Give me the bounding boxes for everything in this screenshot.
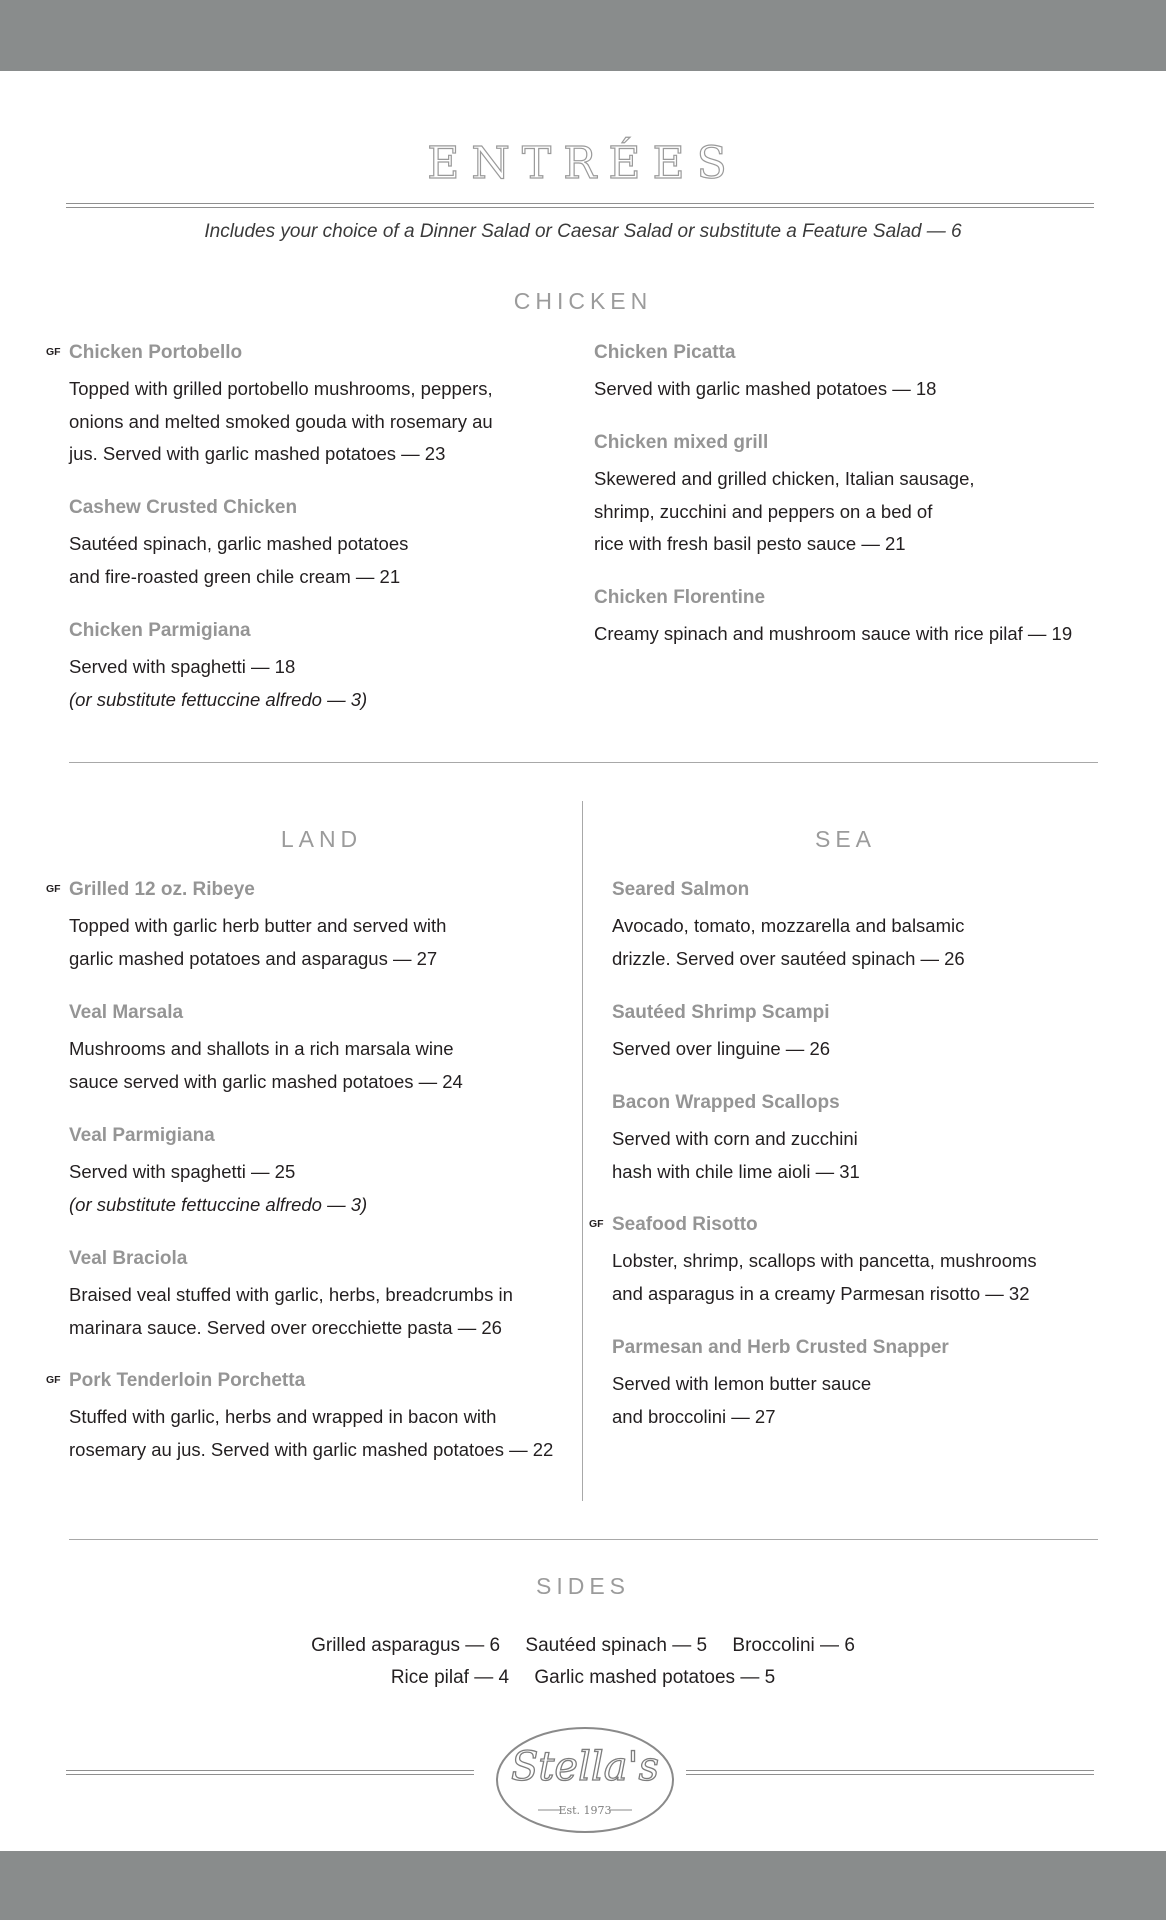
item-name: Grilled 12 oz. Ribeye xyxy=(69,879,255,900)
menu-item xyxy=(594,340,936,406)
section-divider xyxy=(69,762,1098,763)
top-bar xyxy=(0,0,1166,71)
item-desc-line: Sautéed spinach, garlic mashed potatoes xyxy=(69,533,409,554)
menu-item xyxy=(69,495,408,593)
item-name: Chicken Florentine xyxy=(594,587,766,608)
sides-row xyxy=(0,1635,1166,1657)
menu-item xyxy=(69,1123,367,1221)
menu-item xyxy=(589,1212,1037,1310)
footer-double-rule-right xyxy=(686,1770,1094,1775)
item-desc-line: Creamy spinach and mushroom sauce with rice pilaf — 19 xyxy=(594,623,1073,644)
item-name: Chicken mixed grill xyxy=(594,432,769,453)
item-desc-line: and asparagus in a creamy Parmesan risotto — 32 xyxy=(612,1282,1030,1304)
item-name: Sautéed Shrimp Scampi xyxy=(612,1002,830,1023)
item-desc-line: Served with garlic mashed potatoes — 18 xyxy=(594,378,937,399)
item-name: Chicken Parmigiana xyxy=(69,620,251,641)
stellas-logo xyxy=(492,1722,678,1834)
item-desc-line: Skewered and grilled chicken, Italian sausage, xyxy=(594,468,975,489)
item-desc-line: drizzle. Served over sautéed spinach — 26 xyxy=(612,947,965,969)
item-desc-line: Served with spaghetti — 18 xyxy=(69,656,296,677)
menu-item xyxy=(46,877,447,975)
side-item: Grilled asparagus — 6 xyxy=(311,1635,501,1656)
item-desc-line: marinara sauce. Served over orecchiette pasta — 26 xyxy=(69,1316,502,1338)
gluten-free-badge: GF xyxy=(46,346,61,358)
item-desc-line: sauce served with garlic mashed potatoes — 24 xyxy=(69,1070,463,1092)
item-desc-line: shrimp, zucchini and peppers on a bed of xyxy=(594,500,933,522)
side-item: Sautéed spinach — 5 xyxy=(525,1635,708,1656)
bottom-bar xyxy=(0,1851,1166,1920)
item-desc-line: jus. Served with garlic mashed potatoes — 23 xyxy=(69,443,446,464)
menu-item xyxy=(46,340,493,471)
item-name: Chicken Picatta xyxy=(594,342,736,363)
menu-item xyxy=(594,430,975,561)
item-name: Veal Parmigiana xyxy=(69,1125,215,1146)
item-name: Bacon Wrapped Scallops xyxy=(612,1092,840,1113)
item-desc-line: Served with corn and zucchini xyxy=(612,1128,858,1149)
side-item: Broccolini — 6 xyxy=(732,1635,855,1656)
item-desc-line: Topped with garlic herb butter and served with xyxy=(69,915,447,936)
menu-item xyxy=(612,1000,830,1066)
menu-item xyxy=(612,1335,949,1433)
item-name: Veal Braciola xyxy=(69,1248,188,1269)
item-desc-line: Braised veal stuffed with garlic, herbs, breadcrumbs in xyxy=(69,1284,513,1305)
side-item: Garlic mashed potatoes — 5 xyxy=(534,1667,776,1688)
item-name: Chicken Portobello xyxy=(69,342,243,363)
item-desc-line: and broccolini — 27 xyxy=(612,1405,776,1427)
item-name: Seared Salmon xyxy=(612,879,750,900)
item-desc-line: rice with fresh basil pesto sauce — 21 xyxy=(594,533,906,554)
menu-item xyxy=(69,1000,463,1098)
item-desc-line: Mushrooms and shallots in a rich marsala wine xyxy=(69,1038,454,1059)
item-note: (or substitute fettuccine alfredo — 3) xyxy=(69,1193,368,1215)
section-title-sea: SEA xyxy=(814,826,877,852)
title-double-rule xyxy=(66,203,1094,208)
sides-row xyxy=(0,1667,1166,1689)
gluten-free-badge: GF xyxy=(46,1374,61,1386)
footer-double-rule-left xyxy=(66,1770,474,1775)
gluten-free-badge: GF xyxy=(46,883,61,895)
menu-item xyxy=(612,1090,860,1188)
menu-item xyxy=(69,618,367,716)
item-desc-line: rosemary au jus. Served with garlic mashed potatoes — 22 xyxy=(69,1438,554,1460)
section-title-sides: SIDES xyxy=(535,1573,631,1599)
menu-item xyxy=(594,585,1072,651)
item-desc-line: and fire-roasted green chile cream — 21 xyxy=(69,565,401,587)
section-title-land: LAND xyxy=(280,826,363,852)
menu-item xyxy=(612,877,965,975)
logo-wordmark: Stella's xyxy=(510,1744,660,1790)
item-name: Pork Tenderloin Porchetta xyxy=(69,1370,306,1391)
item-desc-line: Avocado, tomato, mozzarella and balsamic xyxy=(612,915,965,936)
item-name: Cashew Crusted Chicken xyxy=(69,497,298,518)
page-title: ENTRÉES xyxy=(427,138,739,189)
item-desc-line: Served with lemon butter sauce xyxy=(612,1373,872,1394)
item-desc-line: garlic mashed potatoes and asparagus — 27 xyxy=(69,947,438,969)
item-name: Veal Marsala xyxy=(69,1002,184,1023)
section-title-chicken: CHICKEN xyxy=(513,288,653,314)
menu-item xyxy=(69,1246,513,1344)
column-divider xyxy=(582,801,583,1501)
item-desc-line: onions and melted smoked gouda with rosemary au xyxy=(69,410,493,432)
item-desc-line: Stuffed with garlic, herbs and wrapped in bacon with xyxy=(69,1406,497,1427)
item-desc-line: Lobster, shrimp, scallops with pancetta, mushrooms xyxy=(612,1250,1037,1271)
side-item: Rice pilaf — 4 xyxy=(390,1667,510,1688)
menu-item xyxy=(46,1368,554,1466)
logo-established: Est. 1973 xyxy=(558,1804,612,1817)
gluten-free-badge: GF xyxy=(589,1218,604,1230)
item-desc-line: Served over linguine — 26 xyxy=(612,1038,831,1059)
item-desc-line: hash with chile lime aioli — 31 xyxy=(612,1160,860,1182)
salad-subtitle: Includes your choice of a Dinner Salad or Caesar Salad or substitute a Feature Salad — 6 xyxy=(204,221,962,242)
item-note: (or substitute fettuccine alfredo — 3) xyxy=(69,688,368,710)
section-divider xyxy=(69,1539,1098,1540)
item-desc-line: Served with spaghetti — 25 xyxy=(69,1161,296,1182)
item-desc-line: Topped with grilled portobello mushrooms, peppers, xyxy=(69,378,493,399)
item-name: Seafood Risotto xyxy=(612,1214,758,1235)
item-name: Parmesan and Herb Crusted Snapper xyxy=(612,1337,949,1358)
